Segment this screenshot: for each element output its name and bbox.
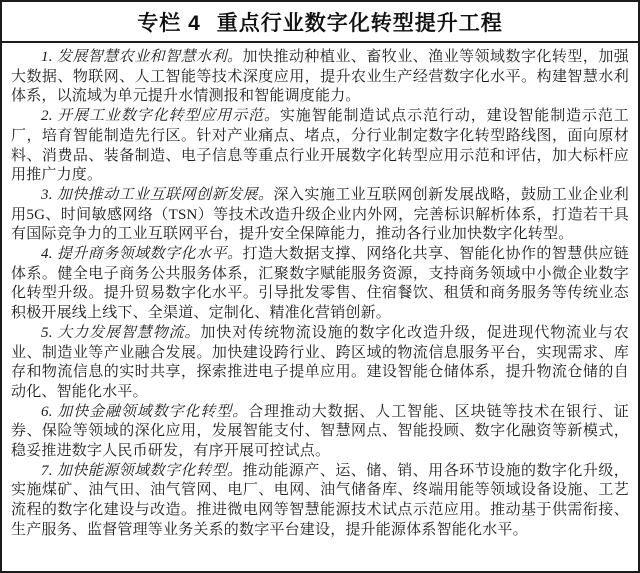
paragraph-7-body: 推动能源产、运、储、销、用各环节设施的数字化升级，实施煤矿、油气田、油气管网、电厂、电网、油气储备库、终端用能等领域设备设施、工艺流程的数字化建设与改造。推进微电网等智慧能源技术试点示范应用。推动基于供需衔接、生产服务、监督管理等业务关系的数字平台建设，提升能源体系智能化水平。 xyxy=(11,462,629,538)
paragraph-3-lead: 3. 加快推动工业互联网创新发展。 xyxy=(41,186,274,203)
paragraph-1-lead: 1. 发展智慧农业和智慧水利。 xyxy=(41,49,243,65)
paragraph-4 xyxy=(11,245,629,324)
paragraph-5 xyxy=(11,324,629,403)
paragraph-5-lead: 5. 大力发展智慧物流。 xyxy=(41,324,201,341)
paragraph-6-body: 合理推动大数据、人工智能、区块链等技术在银行、证券、保险等领域的深化应用，发展智能支付、智慧网点、智能投顾、数字化融资等新模式，稳妥推进数字人民币研发，有序开展可控试点。 xyxy=(11,403,629,460)
paragraph-6 xyxy=(11,403,629,462)
paragraph-7-lead: 7. 加快能源领域数字化转型。 xyxy=(41,462,243,479)
paragraph-1-body: 加快推动种植业、畜牧业、渔业等领域数字化转型，加强大数据、物联网、人工智能等技术深度应用，提升农业生产经营数字化水平。构建智慧水利体系，以流域为单元提升水情测报和智能调度能力。 xyxy=(11,49,629,105)
paragraph-4-body: 打造大数据支撑、网络化共享、智能化协作的智慧供应链体系。健全电子商务公共服务体系，汇聚数字赋能服务资源，支持商务领域中小微企业数字化转型升级。提升贸易数字化水平。引导批发零售、住宿餐饮、租赁和商务服务等传统业态积极开展线上线下、全渠道、定制化、精准化营销创新。 xyxy=(11,246,629,322)
paragraph-4-lead: 4. 提升商务领域数字化水平。 xyxy=(41,246,243,263)
paragraph-2-lead: 2. 开展工业数字化转型应用示范。 xyxy=(41,108,280,125)
paragraph-7 xyxy=(11,462,629,541)
column-body xyxy=(2,43,638,571)
paragraph-2 xyxy=(11,107,629,186)
column-title-label: 专栏 4 xyxy=(137,11,201,35)
paragraph-2-body: 实施智能制造试点示范行动，建设智能制造示范工厂，培育智能制造先行区。针对产业痛点、堵点，分行业制定数字化转型路线图，面向原材料、消费品、装备制造、电子信息等重点行业开展数字化转型应用示范和评估，加大标杆应用推广力度。 xyxy=(11,108,630,184)
paragraph-3-body: 深入实施工业互联网创新发展战略，鼓励工业企业利用5G、时间敏感网络（TSN）等技术改造升级企业内外网，完善标识解析体系，打造若干具有国际竞争力的工业互联网平台，提升安全保障能力，推动各行业加快数字化转型。 xyxy=(11,186,629,243)
column-title-text: 重点行业数字化转型提升工程 xyxy=(216,11,503,35)
paragraph-5-body: 加快对传统物流设施的数字化改造升级，促进现代物流业与农业、制造业等产业融合发展。加快建设跨行业、跨区域的物流信息服务平台，实现需求、库存和物流信息的实时共享，探索推进电子提单应用。建设智能仓储体系，提升物流仓储的自动化、智能化水平。 xyxy=(11,324,630,400)
paragraph-3 xyxy=(11,186,629,245)
paragraph-1 xyxy=(11,48,629,107)
column-title-bar xyxy=(2,2,638,43)
paragraph-6-lead: 6. 加快金融领域数字化转型。 xyxy=(41,403,249,420)
